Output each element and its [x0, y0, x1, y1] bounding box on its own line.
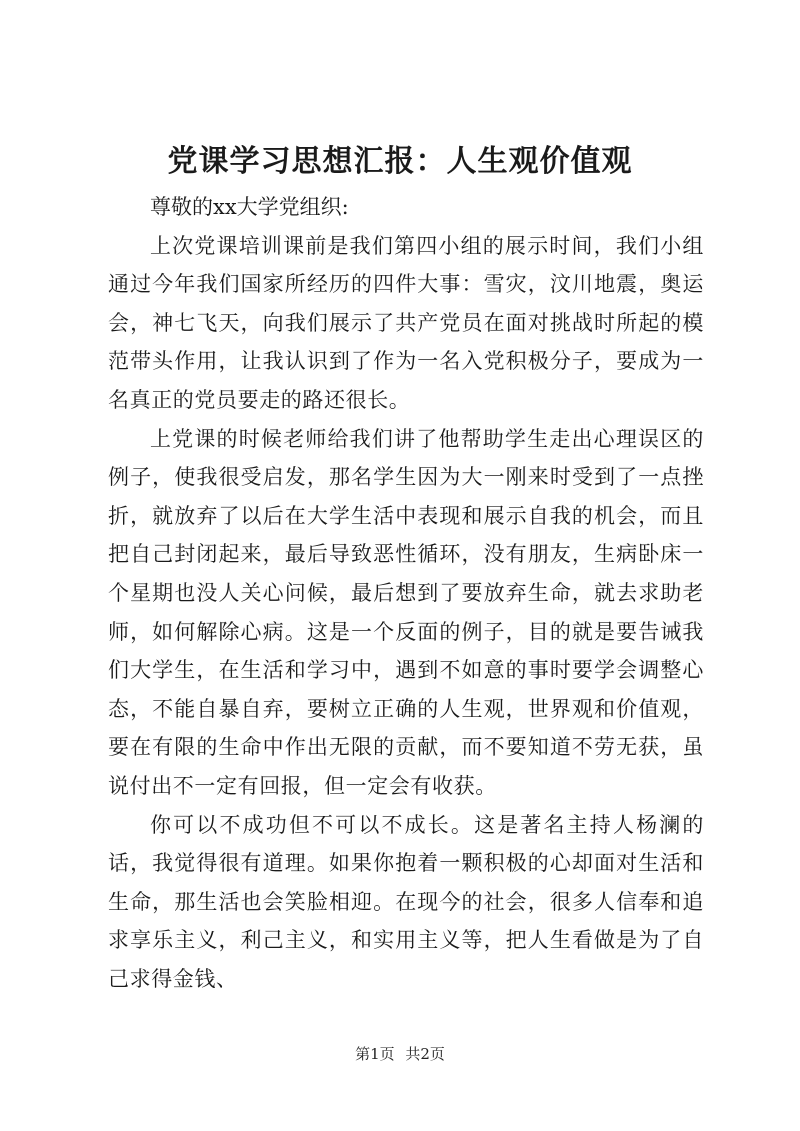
paragraph-3: 你可以不成功但不可以不成长。这是著名主持人杨澜的话，我觉得很有道理。如果你抱着一颗积极的心却面对生活和生命，那生活也会笑脸相迎。在现今的社会，很多人信奉和追求享乐主义，利己主义，和实用主义等，把人生看做是为了自己求得金钱、: [108, 812, 704, 991]
page-footer: [0, 1044, 800, 1064]
paragraph-1: 上次党课培训课前是我们第四小组的展示时间，我们小组通过今年我们国家所经历的四件大事：雪灾，汶川地震，奥运会，神七飞天，向我们展示了共产党员在面对挑战时所起的模范带头作用，让我认识到了作为一名入党积极分子，要成为一名真正的党员要走的路还很长。: [108, 233, 704, 412]
page-number-total: 共2页: [405, 1045, 445, 1063]
document-body: [108, 188, 704, 998]
page-number-current: 第1页: [355, 1045, 395, 1063]
salutation: 尊敬的xx大学党组织:: [150, 195, 349, 219]
document-title: 党课学习思想汇报：人生观价值观: [167, 144, 633, 179]
paragraph-2: 上党课的时候老师给我们讲了他帮助学生走出心理误区的例子，使我很受启发，那名学生因为大一刚来时受到了一点挫折，就放弃了以后在大学生活中表现和展示自我的机会，而且把自己封闭起来，最后导致恶性循环，没有朋友，生病卧床一个星期也没人关心问候，最后想到了要放弃生命，就去求助老师，如何解除心病。这是一个反面的例子，目的就是要告诫我们大学生，在生活和学习中，遇到不如意的事时要学会调整心态，不能自暴自弃，要树立正确的人生观，世界观和价值观，要在有限的生命中作出无限的贡献，而不要知道不劳无获，虽说付出不一定有回报，但一定会有收获。: [108, 426, 704, 798]
